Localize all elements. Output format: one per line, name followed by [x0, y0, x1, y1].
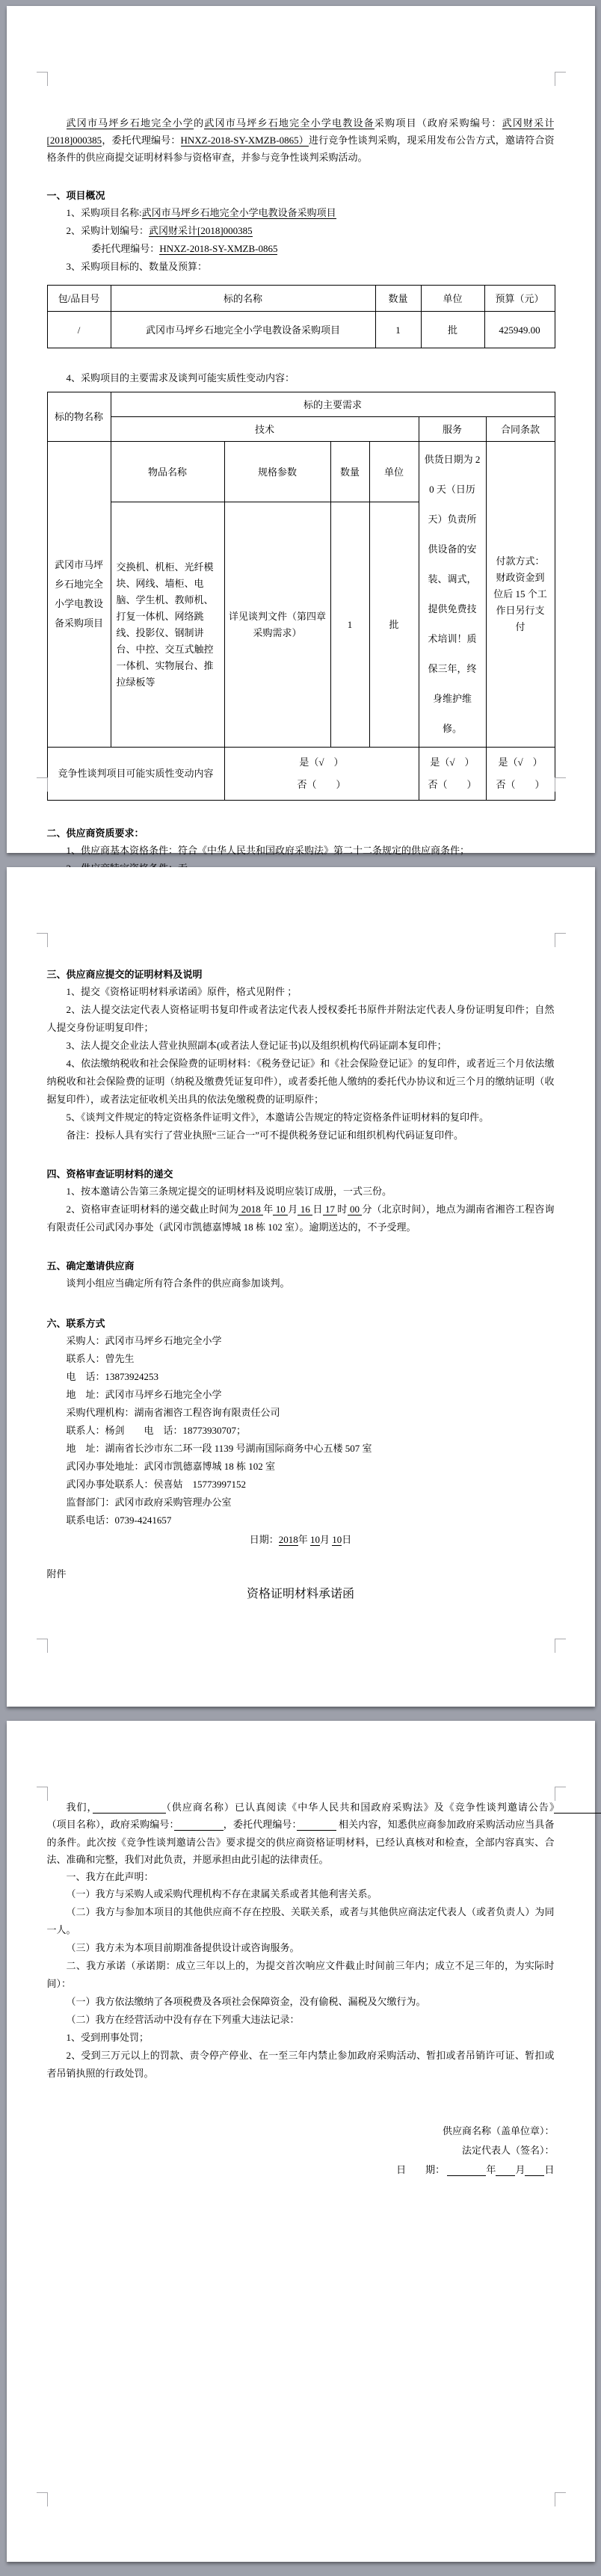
budget-intro-line: 3、采购项目标的、数量及预算： [66, 261, 208, 272]
text-segment: 00 [347, 1204, 363, 1215]
paragraph: 监督部门：武冈市政府采购管理办公室 [66, 1497, 232, 1508]
budget-table-header [47, 286, 555, 312]
cell-qty-value: 1 [330, 502, 369, 748]
cell-change-service [419, 748, 486, 801]
no-option: 否（ ） [297, 779, 346, 790]
paragraph: 联系人：曾先生 [66, 1353, 135, 1364]
paragraph: 地 址：湖南省长沙市东二环一段 1139 号湖南国际商务中心五楼 507 室 [66, 1443, 372, 1454]
cell-contract-header: 合同条款 [486, 417, 555, 442]
section-5-title: 五、确定邀请供应商 [46, 1260, 135, 1272]
text-segment [297, 1819, 336, 1831]
paragraph: 电 话：13873924253 [66, 1371, 159, 1382]
no-option: 否（ ） [496, 779, 545, 790]
text-segment: 采购项目（政府采购编号： [374, 117, 502, 129]
requirements-header-row-2 [47, 417, 555, 442]
budget-table-row [47, 312, 555, 348]
paragraph: 1、提交《资格证明材料承诺函》原件，格式见附件 ； [66, 986, 298, 997]
text-segment: 日 期： [396, 2164, 448, 2176]
cell-change-contract [486, 748, 555, 801]
paragraph: （三）我方未为本项目前期准备提供设计或咨询服务。 [66, 1942, 300, 1954]
cell-unit-value: 批 [369, 502, 419, 748]
plan-number-line [47, 222, 555, 240]
text-segment: ，委托代理编号： [223, 1819, 298, 1831]
cell-item-name-header: 物品名称 [111, 442, 224, 502]
intro-paragraph [47, 114, 555, 166]
text-segment: 进行竞争性谈判采购，现采用发布公告方式，邀请符合资格条件的供应商提交证明材料参与资格审查，并参与竞争性谈判采购活动。 [46, 135, 555, 163]
text-segment [496, 2164, 515, 2176]
text-segment: 年 [298, 1534, 310, 1545]
commitment-letter-paragraph [47, 1799, 555, 1868]
section-1-title: 一、项目概况 [46, 190, 105, 201]
section-2-title: 二、供应商资质要求： [46, 828, 144, 839]
text-segment: 委托代理编号： [91, 243, 160, 254]
text-segment: 武冈财采计[2018]000385 [149, 225, 253, 236]
paragraph: 3、法人提交企业法人营业执照副本(或者法人登记证书)以及组织机构代码证副本复印件； [66, 1040, 447, 1051]
paragraph: 武冈办事处联系人：侯喜姑 15773997152 [66, 1479, 247, 1490]
cell-main-demand: 标的主要需求 [111, 392, 555, 417]
text-segment: 年 [263, 1204, 274, 1215]
text-segment: 1、采购项目名称: [66, 207, 142, 218]
paragraph: 4、依法缴纳税收和社会保险费的证明材料：《税务登记证》和《社会保险登记证》的复印件，或者近三个月依法缴纳税收和社会保险费的证明（纳税及缴费凭证复印件），或者委托他人缴纳的委托代办协议和近三个月的缴纳证明（收据复印件），或者法定征收机关出具的依法免缴税费的证明原件； [46, 1058, 555, 1105]
text-segment: 武冈市马坪乡石地完全小学电教设备 [204, 117, 375, 129]
margin-mark-bottom-right [555, 1639, 566, 1653]
text-segment [554, 1802, 601, 1814]
col-budget: 预算（元） [484, 286, 555, 312]
project-name-line [47, 204, 555, 222]
paragraph: 1、受到刑事处罚； [66, 2032, 150, 2044]
yes-option: 是（√ ） [498, 757, 543, 768]
text-segment: ，委托代理编号： [102, 135, 181, 146]
attachment-title: 资格证明材料承诺函 [246, 1588, 354, 1600]
text-segment: 10 [310, 1534, 320, 1545]
paragraph: （一）我方依法缴纳了各项税费及各项社会保障资金，没有偷税、漏税及欠缴行为。 [66, 1996, 426, 2008]
paragraph: 备注：投标人具有实行了营业执照“三证合一”可不提供税务登记证和组织机构代码证复印件。 [66, 1130, 464, 1141]
text-segment: 2018 [238, 1204, 264, 1215]
text-segment: 16 [298, 1204, 313, 1215]
margin-mark-top-left [37, 933, 48, 947]
text-segment [525, 2164, 544, 2176]
text-segment: 武冈财采计[2018]000385 [46, 117, 555, 146]
text-segment: 我们， [66, 1802, 93, 1813]
announcement-date-line [47, 1531, 555, 1549]
budget-table [47, 285, 555, 348]
cell-unit-header: 单位 [369, 442, 419, 502]
col-unit: 单位 [421, 286, 484, 312]
text-segment: 相关内容，知悉供应商参加政府采购活动应当具备的条件。此次按《竞争性谈判邀请公告》要求提交的供应商资格证明材料，已经认真核对和检查，全部内容真实、合法、准确和完整，我们对此负责，并愿承担由此引起的法律责任。 [46, 1819, 555, 1865]
margin-mark-bottom-right [555, 777, 566, 792]
page-3-content [7, 1721, 595, 2180]
requirements-header-row-1 [47, 392, 555, 417]
text-segment: HNXZ-2018-SY-XMZB-0865 [159, 243, 278, 254]
contact-lines [47, 1332, 555, 1529]
paragraph: 联系人：杨剑 电 话：18773930707； [66, 1425, 247, 1436]
paragraph: 武冈办事处地址：武冈市凯德嘉博城 18 栋 102 室 [66, 1461, 276, 1472]
text-segment: 10 [273, 1204, 289, 1215]
text-segment: 2、采购计划编号： [66, 225, 150, 236]
text-segment: 10 [332, 1534, 342, 1545]
cell-payment-text: 付款方式：财政资金到位后 15 个工作日另行支付 [486, 442, 555, 748]
margin-mark-top-right [555, 72, 566, 86]
cell-service-header: 服务 [419, 417, 486, 442]
section-4-title: 四、资格审查证明材料的递交 [46, 1168, 173, 1180]
margin-mark-bottom-left [37, 1639, 48, 1653]
yes-option: 是（√ ） [430, 757, 475, 768]
paragraph: 地 址：武冈市马坪乡石地完全小学 [66, 1389, 222, 1400]
cell-qty-header: 数量 [330, 442, 369, 502]
text-segment: （供应商名称）已认真阅读《中华人民共和国政府采购法》及《竞争性谈判邀请公告》 [166, 1802, 555, 1813]
cell-budget: 425949.00 [484, 312, 555, 348]
text-segment: 日 [544, 2164, 555, 2176]
paragraph: （二）我方在经营活动中没有存在下列重大违法记录： [66, 2014, 300, 2026]
paragraph: （二）我方与参加本项目的其他供应商不存在控股、关联关系，或者与其他供应商法定代表人（或者负责人）为同一人。 [46, 1906, 555, 1936]
cell-spec-text: 详见谈判文件（第四章采购需求） [224, 502, 330, 748]
text-segment: 武冈市马坪乡石地完全小学电教设备采购项目 [141, 207, 336, 218]
text-segment: 月 [320, 1534, 333, 1545]
cell-project-name: 武冈市马坪乡石地完全小学电教设备采购项目 [47, 442, 111, 748]
text-segment: 日 [342, 1534, 352, 1545]
signature-date-line [47, 2160, 555, 2180]
supplier-name-sign-line: 供应商名称（盖单位章）： [442, 2125, 555, 2137]
text-segment [174, 1819, 224, 1831]
promise-title: 二、我方承诺（承诺期：成立三年以上的，为提交首次响应文件截止时间前三年内；成立不足三年的，为实际时间）： [46, 1960, 555, 1990]
margin-mark-bottom-left [37, 2492, 48, 2506]
paragraph: 2、受到三万元以上的罚款、责令停产停业、在一至三年内禁止参加政府采购活动、暂扣或者吊销许可证、暂扣或者吊销执照的行政处罚。 [46, 2050, 555, 2080]
page-1 [7, 6, 595, 856]
paragraph: 2、法人提交法定代表人资格证明书复印件或者法定代表人授权委托书原件并附法定代表人身份证明复印件；自然人提交身份证明复印件； [46, 1004, 555, 1033]
section-6-title: 六、联系方式 [46, 1318, 105, 1329]
paragraph: 采购人：武冈市马坪乡石地完全小学 [66, 1335, 222, 1346]
requirements-subheader-row [47, 442, 555, 502]
legal-representative-sign-line: 法定代表人（签名）： [461, 2145, 555, 2157]
text-segment: （项目名称），政府采购编号： [46, 1819, 175, 1831]
page-2-content [7, 867, 595, 1606]
page-3 [7, 1721, 595, 2562]
substantial-change-row [47, 748, 555, 801]
page-2 [7, 867, 595, 1707]
declaration-items [47, 1885, 555, 1957]
margin-mark-top-right [555, 933, 566, 947]
text-segment [447, 2164, 486, 2176]
attachment-label: 附件 [46, 1568, 67, 1580]
text-segment: 时 [337, 1204, 348, 1215]
agency-number-line [47, 240, 555, 258]
cell-subject-label: 标的物名称 [47, 392, 111, 442]
page-1-content [7, 6, 595, 896]
cell-unit: 批 [421, 312, 484, 348]
cell-subject-name: 武冈市马坪乡石地完全小学电教设备采购项目 [111, 312, 375, 348]
text-segment: 日期： [249, 1534, 279, 1545]
cell-service-text: 供货日期为 20 天（日历天）负责所供设备的安装、调式，提供免费技术培训！质保三年，终身维护维修。 [419, 442, 486, 748]
violation-items [47, 2029, 555, 2083]
margin-mark-top-left [37, 1787, 48, 1801]
text-segment: 17 [322, 1204, 338, 1215]
col-subject-name: 标的名称 [111, 286, 375, 312]
section-3-items [47, 983, 555, 1144]
section-5-body: 谈判小组应当确定所有符合条件的供应商参加谈判。 [66, 1278, 290, 1289]
text-segment: 月 [515, 2164, 526, 2176]
text-segment: 分（北京时间），地点为湖南省湘咨工程咨询有限责任公司武冈办事处（武冈市凯德嘉博城 18 栋 102 室）。逾期送达的，不予受理。 [46, 1204, 555, 1233]
text-segment: 武冈市马坪乡石地完全小学 [66, 117, 194, 129]
margin-mark-top-right [555, 1787, 566, 1801]
yes-option: 是（√ ） [299, 757, 344, 768]
paragraph: 5、《谈判文件规定的特定资格条件证明文件》，本邀请公告规定的特定资格条件证明材料的复印件。 [66, 1112, 490, 1123]
cell-change-label: 竞争性谈判项目可能实质性变动内容 [47, 748, 224, 801]
margin-mark-top-left [37, 72, 48, 86]
requirements-intro-line: 4、采购项目的主要需求及谈判可能实质性变动内容： [66, 372, 295, 383]
text-segment [93, 1802, 166, 1814]
paragraph: 1、供应商基本资格条件：符合《中华人民共和国政府采购法》第二十二条规定的供应商条件； [66, 845, 470, 856]
paragraph: （一）我方与采购人或采购代理机构不存在隶属关系或者其他利害关系。 [66, 1888, 377, 1900]
section-3-title: 三、供应商应提交的证明材料及说明 [46, 969, 203, 980]
cell-change-tech [224, 748, 419, 801]
paragraph: 采购代理机构：湖南省湘咨工程咨询有限责任公司 [66, 1407, 280, 1418]
cell-package-no: / [47, 312, 111, 348]
text-segment: 月 [288, 1204, 298, 1215]
text-segment: HNXZ-2018-SY-XMZB-0865） [180, 135, 309, 146]
no-option: 否（ ） [428, 779, 477, 790]
margin-mark-bottom-right [555, 2492, 566, 2506]
paragraph: 联系电话：0739-4241657 [66, 1515, 172, 1526]
text-segment: 的 [194, 117, 205, 129]
text-segment: 2、资格审查证明材料的递交截止时间为 [66, 1204, 239, 1215]
text-segment: 年 [486, 2164, 496, 2176]
margin-mark-bottom-left [37, 777, 48, 792]
text-segment: 日 [312, 1204, 323, 1215]
text-segment: 2018 [278, 1534, 298, 1545]
submission-binding-line: 1、按本邀请公告第三条规定提交的证明材料及说明应装订成册，一式三份。 [66, 1186, 392, 1197]
promise-items [47, 1993, 555, 2029]
col-package-no: 包/品目号 [47, 286, 111, 312]
declaration-title: 一、我方在此声明： [66, 1871, 154, 1883]
signature-block [47, 2121, 555, 2180]
requirements-table [47, 392, 555, 801]
cell-tech-header: 技术 [111, 417, 419, 442]
cell-quantity: 1 [375, 312, 421, 348]
cell-spec-header: 规格参数 [224, 442, 330, 502]
cell-items-list: 交换机、机柜、光纤模块、网线、墙柜、电脑、学生机、教师机、打复一体机、网络跳线、投影仪、钢制讲台、中控、交互式触控一体机、实物展台、推拉绿板等 [111, 502, 224, 748]
col-quantity: 数量 [375, 286, 421, 312]
submission-deadline-line [47, 1201, 555, 1236]
